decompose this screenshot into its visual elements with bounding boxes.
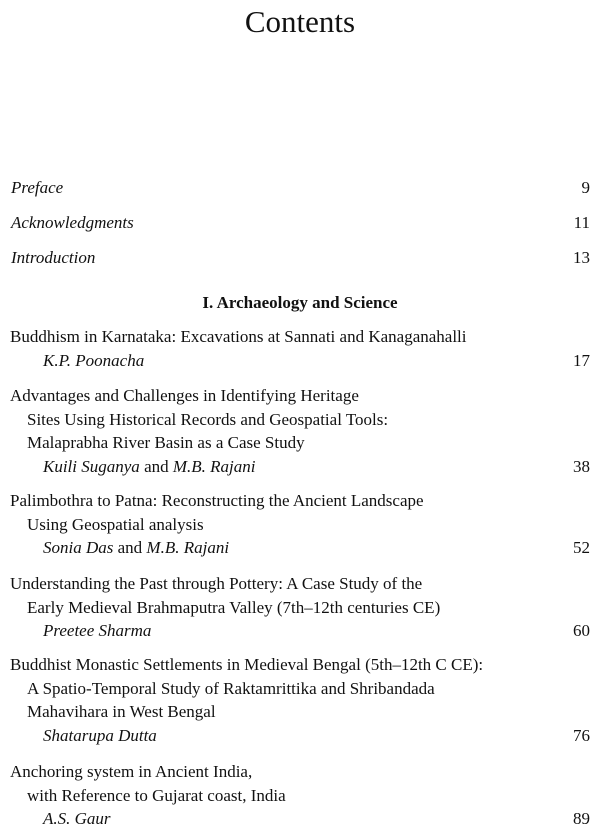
toc-entry[interactable]: [10, 760, 590, 831]
entry-title-line: Buddhist Monastic Settlements in Medieval Bengal (5th–12th C CE):: [10, 655, 484, 674]
toc-entry[interactable]: [10, 653, 590, 747]
entry-title-line: Early Medieval Brahmaputra Valley (7th–12th centuries CE): [27, 597, 441, 617]
entry-title-line: Mahavihara in West Bengal: [27, 702, 216, 721]
page-number: 76: [573, 725, 590, 745]
page-number: 13: [573, 248, 590, 267]
page-title: Contents: [244, 4, 356, 39]
author-name: Shatarupa Dutta: [43, 725, 157, 745]
toc-label: Acknowledgments: [11, 213, 134, 232]
author-name: Sonia Das: [43, 538, 114, 557]
entry-authors: [10, 536, 590, 560]
toc-entry[interactable]: [10, 325, 590, 372]
page-number: 60: [573, 621, 590, 640]
entry-title-line: Understanding the Past through Pottery: A Case Study of the: [10, 574, 423, 593]
page-number: 89: [573, 809, 590, 828]
toc-entry[interactable]: [10, 489, 590, 560]
toc-entry[interactable]: [10, 572, 590, 643]
author-name: K.P. Poonacha: [43, 350, 145, 370]
author-name: Kuili Suganya: [43, 456, 140, 476]
author-joiner: and: [117, 538, 143, 557]
entry-title-line: Buddhism in Karnataka: Excavations at Sannati and Kanaganahalli: [10, 327, 467, 346]
entry-title-line: Advantages and Challenges in Identifying Heritage: [10, 386, 359, 405]
entry-title-line: A Spatio-Temporal Study of Raktamrittika and Shribandada: [27, 678, 435, 698]
entry-title-line: Palimbothra to Patna: Reconstructing the Ancient Landscape: [10, 491, 424, 510]
toc-label: Preface: [11, 178, 64, 197]
page-number: 38: [573, 456, 590, 476]
entry-title-line: Anchoring system in Ancient India,: [10, 762, 253, 781]
entry-title-line: with Reference to Gujarat coast, India: [27, 785, 286, 805]
entry-title-line: Sites Using Historical Records and Geospatial Tools:: [27, 409, 389, 429]
toc-item-acknowledgments[interactable]: [11, 212, 590, 234]
entry-authors: [10, 455, 590, 479]
entry-authors: [10, 619, 590, 643]
page-number: 11: [573, 213, 590, 232]
author-name: Preetee Sharma: [43, 621, 152, 640]
section-heading: I. Archaeology and Science: [202, 293, 398, 312]
entry-authors: [10, 349, 590, 373]
entry-authors: [10, 724, 590, 748]
author-joiner: and: [144, 456, 169, 476]
entry-authors: [10, 807, 590, 831]
page-number: 17: [573, 350, 590, 370]
author-name: M.B. Rajani: [146, 538, 230, 557]
author-name: M.B. Rajani: [172, 456, 256, 476]
toc-label: Introduction: [11, 248, 96, 267]
toc-item-preface[interactable]: [11, 177, 590, 199]
toc-entry[interactable]: [10, 384, 590, 478]
entry-title-line: Using Geospatial analysis: [27, 514, 204, 534]
page-number: 9: [581, 178, 590, 197]
toc-item-introduction[interactable]: [11, 247, 590, 269]
entry-title-line: Malaprabha River Basin as a Case Study: [27, 433, 305, 452]
page-number: 52: [573, 538, 590, 557]
author-name: A.S. Gaur: [43, 809, 111, 828]
